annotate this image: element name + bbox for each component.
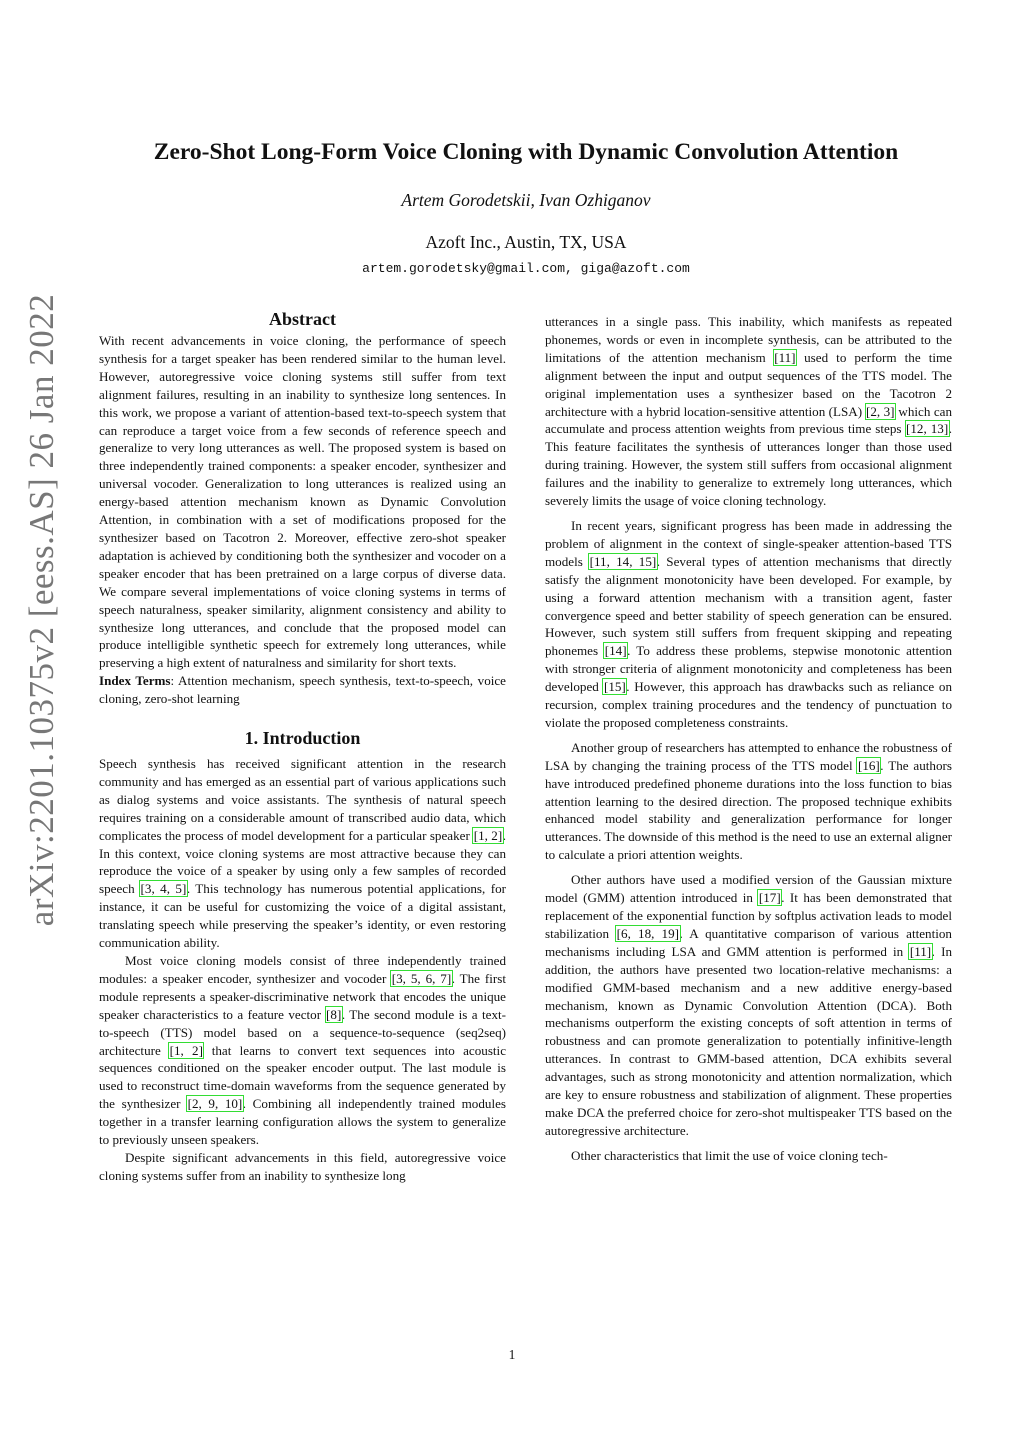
text-run: Despite significant advancements in this field, autoregressive voice cloning systems suffer from an inability to synthesize long [99, 1149, 506, 1183]
intro-paragraph-3 [99, 1149, 506, 1185]
intro-paragraph-2 [99, 952, 506, 1149]
citation-link[interactable]: [12, 13] [906, 421, 949, 437]
right-paragraph-3 [545, 739, 952, 864]
citation-link[interactable]: [2, 9, 10] [187, 1096, 243, 1112]
citation-link[interactable]: [15] [603, 679, 626, 695]
paper-emails[interactable]: artem.gorodetsky@gmail.com, giga@azoft.com [362, 261, 690, 276]
left-column [99, 307, 506, 1185]
citation-link[interactable]: [2, 3] [866, 403, 895, 419]
text-run: . The second module is a text-to-speech (TTS) model based on a sequence-to-sequence (seq2seq) architecture [99, 1006, 506, 1058]
text-run: utterances in a single pass. This inability, which manifests as repeated phonemes, words or even in incomplete synthesis, can be attributed to the limitations of the attention mechanism [545, 314, 952, 365]
right-column [545, 313, 952, 1165]
intro-heading: 1. Introduction [244, 728, 361, 749]
text-run: . It has been demonstrated that replacement of the exponential function by softplus activation leads to model stabilization [545, 890, 952, 941]
text-run: . Several types of attention mechanisms that directly satisfy the alignment monotonicity have been developed. For example, by using a forward attention mechanism with a transition agent, faster convergence speed and better stability of speech generation can be ensured. However, such system still suffers from frequent skipping and repeating phonemes [545, 553, 952, 659]
right-paragraph-2 [545, 517, 952, 732]
index-terms-sep: : [170, 673, 179, 689]
intro-paragraph-1 [99, 755, 506, 952]
citation-link[interactable]: [14] [604, 643, 627, 659]
citation-link[interactable]: [8] [326, 1006, 342, 1022]
paper-affiliation: Azoft Inc., Austin, TX, USA [425, 232, 627, 252]
text-run: Most voice cloning models consist of three independently trained modules: a speaker encoder, synthesizer and vocoder [99, 953, 506, 986]
text-run: . This technology has numerous potential applications, for instance, it can be useful for customizing the voice of a digital assistant, translating speech while preserving the speaker’s identity, or even restoring communication ability. [99, 881, 506, 951]
text-run: . This feature facilitates the synthesis of utterances longer than those used during training. However, the system still suffers from occasional alignment failures and the inability to generalize to extremely long utterances, which severely limits the usage of voice cloning technology. [545, 421, 952, 509]
paper-title: Zero-Shot Long-Form Voice Cloning with Dynamic Convolution Attention [153, 139, 899, 165]
citation-link[interactable]: [11] [909, 943, 932, 959]
abstract-heading: Abstract [269, 309, 336, 329]
text-run: In recent years, significant progress has been made in addressing the problem of alignment in the context of single-speaker attention-based TTS models [545, 517, 952, 569]
index-terms-list: Attention mechanism, speech synthesis, text-to-speech, voice cloning, zero-shot learning [99, 673, 506, 707]
text-run: . In this context, voice cloning systems are most attractive because they can reproduce the voice of a speaker by using only a few samples of recorded speech [99, 827, 506, 897]
arxiv-identifier [22, 140, 62, 1080]
text-run: . However, this approach has drawbacks such as reliance on recursion, complex training procedures and the tendency of punctuation to violate the proposed completeness constraints. [545, 679, 952, 730]
text-run: which can accumulate and process attention weights from previous time steps [545, 403, 952, 437]
text-run: Other characteristics that limit the use of voice cloning tech- [571, 1147, 888, 1163]
text-run: Other authors have used a modified version of the Gaussian mixture model (GMM) attention introduced in [545, 872, 952, 906]
text-run: . The authors have introduced predefined phoneme durations into the loss function to bias attention learning to the desired direction. The proposed technique exhibits enhanced model stability and generalization performance for longer utterances. The downside of this method is the need to use an external aligner to calculate a priori attention weights. [545, 757, 952, 863]
text-run: . A quantitative comparison of various attention mechanisms including LSA and GMM attention is performed in [545, 925, 952, 959]
citation-link[interactable]: [3, 4, 5] [140, 881, 187, 897]
text-run: . To address these problems, stepwise monotonic attention with stronger criteria of alignment monotonicity and completeness has been developed [545, 643, 952, 695]
page-number: 1 [508, 1347, 516, 1362]
citation-link[interactable]: [6, 18, 19] [616, 925, 680, 941]
text-run: . In addition, the authors have presented two location-relative mechanisms: a modified GMM-based mechanism and a new additive energy-based mechanism, known as Dynamic Convolution Attention (DCA). Both mechanisms outperform the existing concepts of soft attention in terms of robustness and can promote generalization to potentially infinitive-length utterances. In contrast to GMM-based attention, DCA exhibits several advantages, such as strong monotonicity and attention normalization, which are key to ensure robustness and stabilization of alignment. These properties make DCA the preferred choice for zero-shot multispeaker TTS based on the autoregressive architecture. [545, 943, 952, 1138]
text-run: Another group of researchers has attempted to enhance the robustness of LSA by changing the training process of the TTS model [545, 739, 952, 773]
citation-link[interactable]: [1, 2] [169, 1042, 203, 1058]
citation-link[interactable]: [11] [774, 349, 796, 365]
paper-authors: Artem Gorodetskii, Ivan Ozhiganov [401, 190, 651, 210]
text-run: . Combining all independently trained modules together in a transfer learning configuration allows the system to generalize to previously unseen speakers. [99, 1096, 506, 1148]
citation-link[interactable]: [3, 5, 6, 7] [391, 970, 452, 986]
citation-link[interactable]: [1, 2] [473, 827, 503, 843]
arxiv-identifier-text: arXiv:2201.10375v2 [eess.AS] 26 Jan 2022 [22, 293, 61, 927]
citation-link[interactable]: [16] [857, 757, 880, 773]
right-paragraph-1 [545, 313, 952, 510]
index-terms-label: Index Terms [99, 673, 171, 689]
right-paragraph-5 [545, 1147, 952, 1165]
abstract-text: With recent advancements in voice cloning, the performance of speech synthesis for a target speaker has been rendered similar to the human level. However, autoregressive voice cloning systems still suffer from text alignment failures, resulting in an inability to synthesize long sentences. In this work, we propose a variant of attention-based text-to-speech system that can reproduce a target voice from a few seconds of reference speech and generalize to very long utterances as well. The proposed system is based on three independently trained components: a speaker encoder, synthesizer and universal vocoder. Generalization to long utterances is realized using an energy-based attention mechanism known as Dynamic Convolution Attention, in combination with a set of modifications proposed for the synthesizer based on Tacotron 2. Moreover, effective zero-shot speaker adaptation is achieved by conditioning both the synthesizer and vocoder on a speaker encoder that has been pretrained on a large corpus of diverse data. We compare several implementations of voice cloning systems in terms of speech naturalness, speaker similarity, alignment consistency and ability to synthesize long utterances, and conclude that the proposed model can produce intelligible synthetic speech for extremely long utterances, while preserving a high extent of naturalness and similarity for short texts. [99, 333, 506, 671]
citation-link[interactable]: [11, 14, 15] [589, 553, 657, 569]
text-run: that learns to convert text sequences into acoustic sequences conditioned on the speaker encoder output. The last module is used to reconstruct time-domain waveforms from the sequence generated by the synthesizer [99, 1042, 507, 1112]
right-paragraph-4 [545, 871, 952, 1140]
citation-link[interactable]: [17] [758, 890, 781, 906]
text-run: used to perform the time alignment between the input and output sequences of the TTS model. The original implementation uses a synthesizer based on the Tacotron 2 architecture with a hybrid location-sensitive attention (LSA) [545, 349, 953, 419]
index-terms [99, 672, 506, 708]
text-run: Speech synthesis has received significant attention in the research community and has emerged as an essential part of various applications such as dialog systems and voice assistants. The synthesis of natural speech requires training on a considerable amount of transcribed audio data, which complicates the process of model development for a particular speaker [99, 756, 506, 843]
text-run: . The first module represents a speaker-discriminative network that encodes the unique speaker characteristics to a feature vector [99, 970, 506, 1022]
